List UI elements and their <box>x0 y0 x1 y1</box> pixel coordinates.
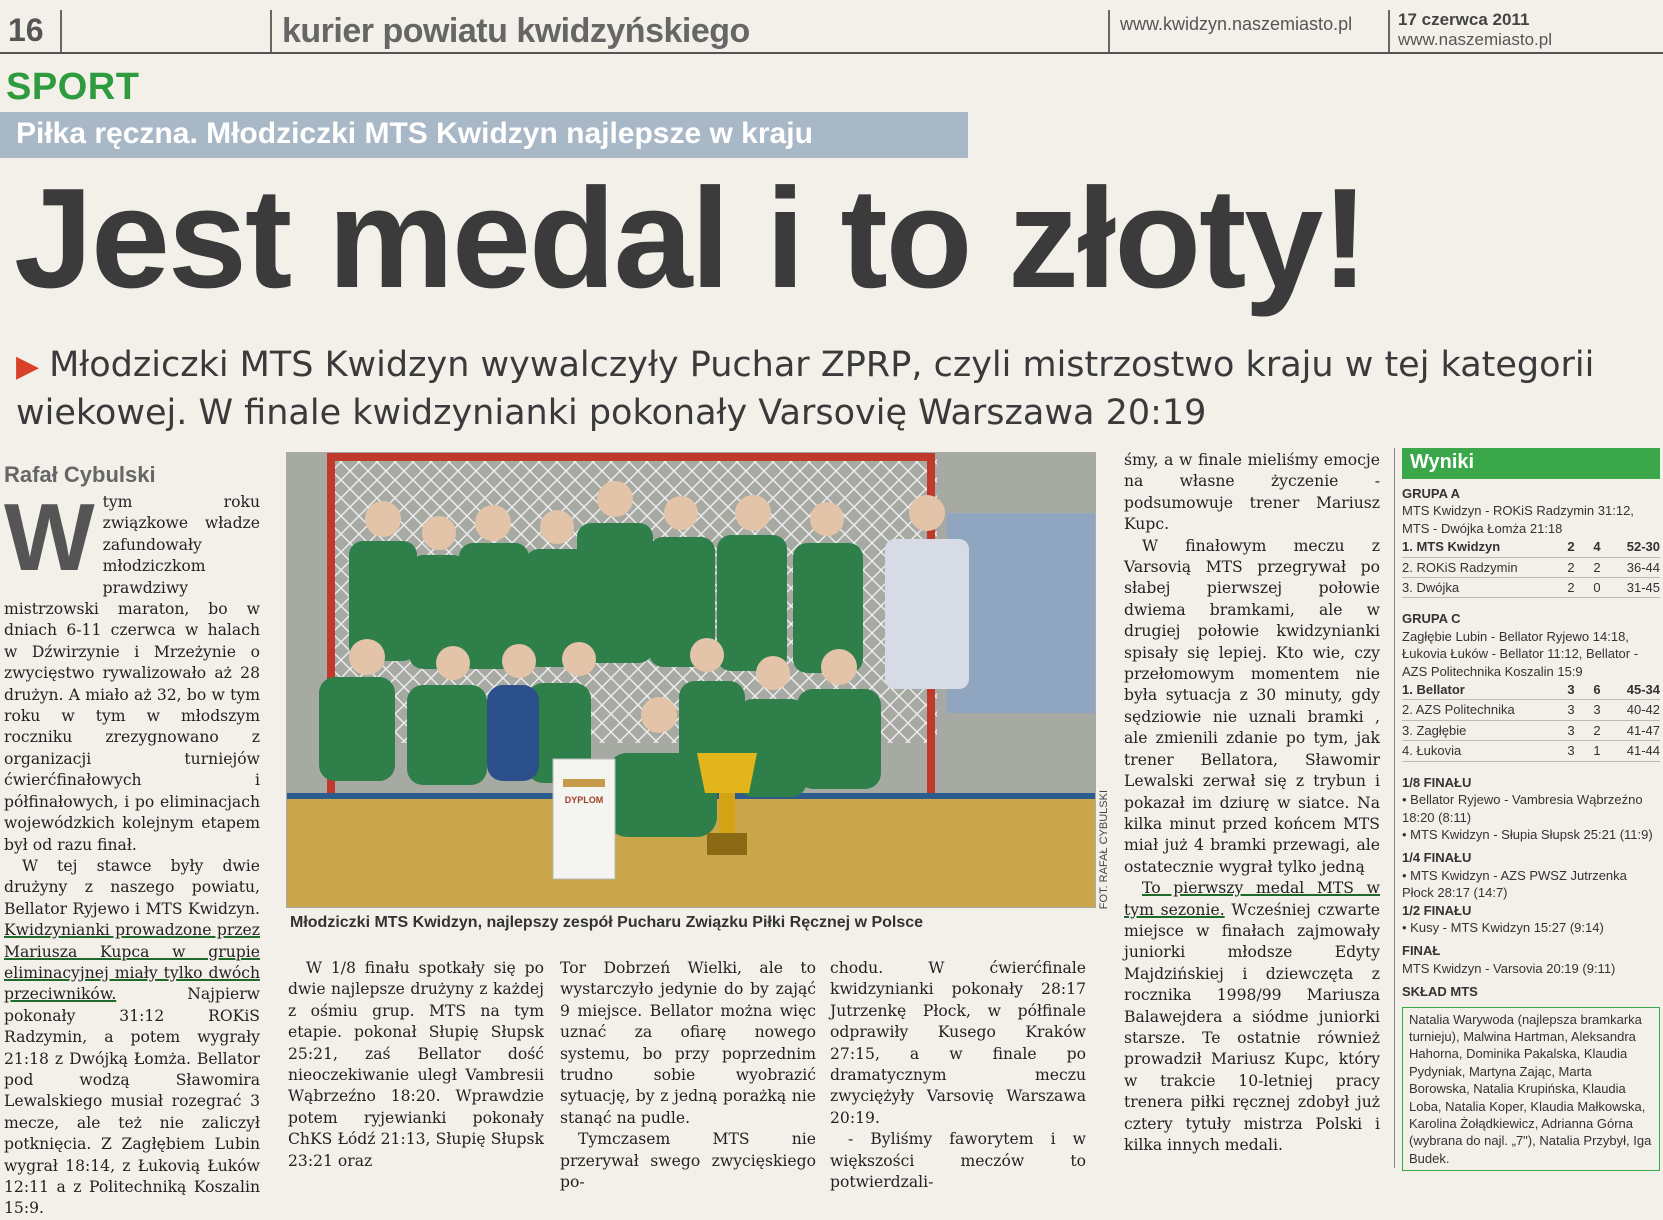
col5-p3-highlight: To pierwszy medal MTS w tym sezonie. <box>1124 879 1380 919</box>
diploma <box>553 759 615 879</box>
sidebar-divider <box>1394 448 1395 1168</box>
r16-result: • Bellator Ryjewo - Vambresia Wąbrzeźno 18:20 (8:11) <box>1402 792 1643 825</box>
article-column-5 <box>1124 450 1380 1156</box>
header-rule <box>0 52 1663 54</box>
article-column-2: W 1/8 finału spotkały się po dwie najlepsze drużyny z każdej z ośmiu grup. MTS na tym etapie. pokonał Słupię Słupsk 25:21, zaś Bellator dość nieoczekiwanie uległ Vambresii Wąbrzeźno 18:20. Wprawdzie potem ryjewianki pokonały ChKS Łódź 21:13, Słupię Słupsk 23:21 oraz <box>288 959 544 1170</box>
header-divider <box>1388 10 1390 52</box>
group-c-title: GRUPA C <box>1402 611 1461 627</box>
drop-cap: W <box>4 484 95 591</box>
header-divider <box>60 10 62 52</box>
col5-p3 <box>1124 878 1380 1156</box>
squad-title: SKŁAD MTS <box>1402 984 1478 1000</box>
group-a-table <box>1402 537 1660 598</box>
matches-cell: 2 <box>1558 557 1584 577</box>
section-label: SPORT <box>6 66 140 108</box>
sf-result: • Kusy - MTS Kwidzyn 15:27 (9:14) <box>1402 919 1604 935</box>
col1-p2 <box>4 856 260 1220</box>
team-cell: 2. AZS Politechnika <box>1402 700 1558 720</box>
group-c-table <box>1402 680 1660 762</box>
col1-p2-start: W tej stawce były dwie drużyny z naszego powiatu, Bellator Ryjewo i MTS Kwidzyn. <box>4 856 260 918</box>
goals-cell: 41-47 <box>1610 720 1660 740</box>
goals-cell: 31-45 <box>1610 578 1660 598</box>
headline: Jest medal i to złoty! <box>14 159 1367 318</box>
photo-credit: FOT. RAFAŁ CYBULSKI <box>1098 790 1110 910</box>
group-c-match: Zagłębie Lubin - Bellator Ryjewo 14:18, Łukovia Łuków - Bellator 11:12, Bellator - AZS Politechnika Koszalin 15:9 <box>1402 628 1639 679</box>
col5-p3-rest: Wcześniej czwarte miejsce w finałach zajmowały juniorki młodsze Edyty Majdzińskiej i dziewczęta z rocznika 1998/99 Mariusza Balawejdera a siódme juniorki starsze. Te ostatnie również prowadził Mariusz Kupc, który w trakcie 10-letniej pracy trenera piłki ręcznej zdobył już cztery tytuły mistrza Polski i kilka innych medali. <box>1124 900 1380 1154</box>
issue-date-block <box>1398 10 1552 50</box>
final-result: MTS Kwidzyn - Varsovia 20:19 (9:11) <box>1402 960 1616 976</box>
matches-cell: 3 <box>1558 700 1584 720</box>
r16-result: • MTS Kwidzyn - Słupia Słupsk 25:21 (11:9) <box>1402 826 1653 842</box>
lead-paragraph <box>16 342 1656 436</box>
col5-p1: śmy, a w finale mieliśmy emocje na własne życzenie - podsumowuje trener Mariusz Kupc. <box>1124 451 1380 534</box>
lead-arrow-icon: ▶ <box>16 349 40 384</box>
col3-p1: Tor Dobrzeń Wielki, ale to wystarczyło jedynie do by zająć 9 miejsce. Bellator można więc uznać za ofiarę nowego systemu, bo przy poprzednim trudno sobie wyobrazić sytuację, by z jedną porażką nie stanąć na pudle. <box>560 959 816 1127</box>
group-a-title: GRUPA A <box>1402 486 1461 501</box>
team-photo <box>286 452 1096 908</box>
sf-title: 1/2 FINAŁU <box>1402 902 1472 918</box>
col1-p2-rest: Najpierw pokonały 31:12 ROKiS Radzymin, a potem wygrały 21:18 z Dwójką Łomża. Bellator pod wodzą Sławomira Lewalskiego musiał rozegrać 3 mecze, ale też nie zaliczył potknięcia. Z Zagłębiem Lubin wygrał 18:14, z Łukovią Łuków 12:11 a z Politechniką Koszalin 15:9. <box>4 985 260 1218</box>
team-cell: 4. Łukovia <box>1402 741 1558 761</box>
page-number: 16 <box>8 12 44 48</box>
points-cell: 4 <box>1584 537 1610 557</box>
site-url-2: www.naszemiasto.pl <box>1398 30 1553 49</box>
lead-text: Młodziczki MTS Kwidzyn wywalczyły Puchar ZPRP, czyli mistrzostwo kraju w tej kategorii wiekowej. W finale kwidzynianki pokonały Varsovię Warszawa 20:19 <box>16 345 1595 433</box>
col4-p2: - Byliśmy faworytem i w większości meczów to potwierdzali- <box>830 1130 1086 1192</box>
article-column-1 <box>4 484 260 1220</box>
col4-p1: chodu. W ćwierćfinale kwidzynianki pokonały 28:17 Jutrzenkę Płock, w półfinale odprawiły Kusego Kraków 27:15, a w finale po dramatycznym meczu zwyciężyły Varsovię Warszawa 20:19. <box>830 959 1086 1127</box>
col1-p2-highlight: Kwidzynianki prowadzone przez Mariusza Kupca w grupie eliminacyjnej miały tylko dwóch przeciwników. <box>4 921 260 1004</box>
team-photo-illustration <box>287 453 1095 907</box>
points-cell: 2 <box>1584 720 1610 740</box>
group-a-match: MTS Kwidzyn - ROKiS Radzymin 31:12, <box>1402 503 1634 519</box>
team-cell: 1. Bellator <box>1402 680 1558 700</box>
team-cell: 2. ROKiS Radzymin <box>1402 557 1558 577</box>
group-a-match: MTS - Dwójka Łomża 21:18 <box>1402 520 1563 536</box>
matches-cell: 2 <box>1558 578 1584 598</box>
team-cell: 1. MTS Kwidzyn <box>1402 537 1558 557</box>
article-column-4 <box>830 958 1086 1193</box>
table-row <box>1402 537 1660 557</box>
qf-result: • MTS Kwidzyn - AZS PWSZ Jutrzenka Płock 28:17 (14:7) <box>1402 867 1627 901</box>
table-row <box>1402 680 1660 700</box>
points-cell: 2 <box>1584 557 1610 577</box>
col3-p2: Tymczasem MTS nie przerywał swego zwycięskiego po- <box>560 1130 816 1192</box>
header-divider <box>270 10 272 52</box>
table-row <box>1402 720 1660 740</box>
matches-cell: 2 <box>1558 537 1584 557</box>
goals-cell: 40-42 <box>1610 700 1660 720</box>
matches-cell: 3 <box>1558 720 1584 740</box>
publication-name: kurier powiatu kwidzyńskiego <box>282 12 750 50</box>
table-row <box>1402 741 1660 761</box>
team-cell: 3. Zagłębie <box>1402 720 1558 740</box>
squad-list: Natalia Warywoda (najlepsza bramkarka turnieju), Malwina Hartman, Aleksandra Hahorna, Dominika Pakalska, Klaudia Pydyniak, Martyna Zając, Marta Borowska, Natalia Krupińska, Klaudia Loba, Natalia Koper, Klaudia Małkowska, Karolina Żołądkiewicz, Adrianna Górna (wybrana do najl. „7"), Natalia Przybył, Iga Budek. <box>1402 1007 1660 1172</box>
kicker: Piłka ręczna. Młodziczki MTS Kwidzyn najlepsze w kraju <box>16 117 813 150</box>
goals-cell: 52-30 <box>1610 537 1660 557</box>
byline: Rafał Cybulski <box>4 462 156 487</box>
r16-title: 1/8 FINAŁU <box>1402 774 1472 790</box>
matches-cell: 3 <box>1558 741 1584 761</box>
points-cell: 6 <box>1584 680 1610 700</box>
col5-p2: W finałowym meczu z Varsovią MTS przegrywał po słabej pierwszej połowie dwiema bramkami, ale w drugiej połowie kwidzynianki spisały się lepiej. Kto wie, czy przełomowym momentem nie była sytuacja z 30 minuty, gdy sędziowie nie uznali bramki , ale zmienili zdanie po tym, jak trener Bellatora, Sławomir Lewalski zerwał się z trybun i pokazał im dziurę w siatce. Na kilka minut przed końcem MTS miał już 4 bramki przewagi, ale ostatecznie wygrał tylko jedną <box>1124 536 1380 876</box>
goals-cell: 36-44 <box>1610 557 1660 577</box>
table-row <box>1402 557 1660 577</box>
table-row <box>1402 578 1660 598</box>
goals-cell: 41-44 <box>1610 741 1660 761</box>
matches-cell: 3 <box>1558 680 1584 700</box>
goals-cell: 45-34 <box>1610 680 1660 700</box>
col1-p1: tym roku związkowe władze zafundowały młodziczkom prawdziwy mistrzowski maraton, bo w dniach 6-11 czerwca w halach w Dźwirzynie i Mrzeżynie o zwycięstwo rywalizowało aż 28 drużyn. A miało aż 32, bo w tym roku w tym w młodszym roczniku zrezygnowano z organizacji turniejów ćwierćfinałowych i półfinałowych, i po eliminacjach wojewódzkich kolejnym etapem był od razu finał. <box>4 493 260 854</box>
team-cell: 3. Dwójka <box>1402 578 1558 598</box>
points-cell: 3 <box>1584 700 1610 720</box>
article-column-3 <box>560 958 816 1193</box>
diploma-label: DYPLOM <box>564 795 604 805</box>
final-title: FINAŁ <box>1402 943 1441 959</box>
photo-caption: Młodziczki MTS Kwidzyn, najlepszy zespół Pucharu Związku Piłki Ręcznej w Polsce <box>290 914 924 931</box>
results-sidebar <box>1402 448 1660 1171</box>
qf-title: 1/4 FINAŁU <box>1402 850 1472 866</box>
points-cell: 0 <box>1584 578 1610 598</box>
issue-date: 17 czerwca 2011 <box>1398 10 1530 29</box>
table-row <box>1402 700 1660 720</box>
header-divider <box>1108 10 1110 52</box>
site-url: www.kwidzyn.naszemiasto.pl <box>1120 14 1353 34</box>
points-cell: 1 <box>1584 741 1610 761</box>
results-title: Wyniki <box>1402 448 1660 479</box>
